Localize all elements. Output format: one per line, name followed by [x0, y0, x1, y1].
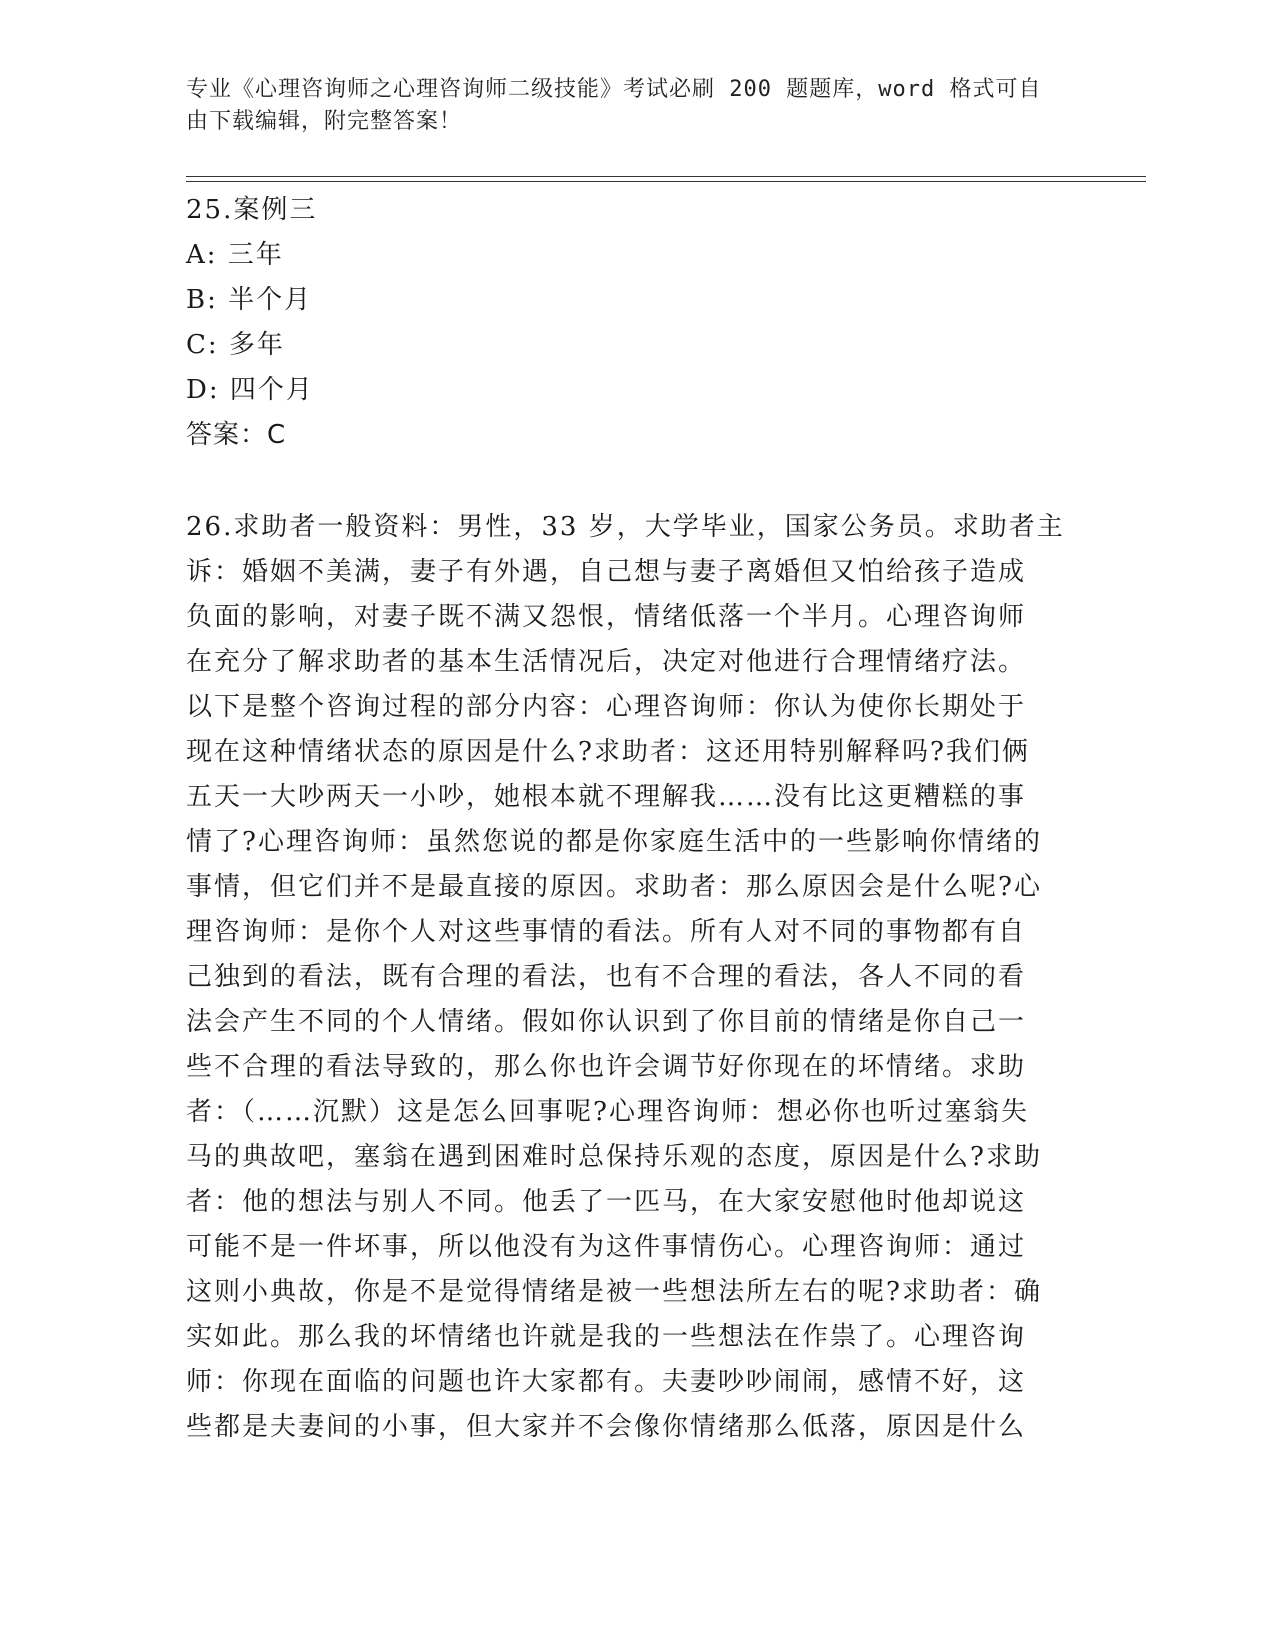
- question-25-title: 25.案例三: [186, 195, 318, 225]
- question-26-line: 这则小典故，你是不是觉得情绪是被一些想法所左右的呢?求助者：确: [186, 1277, 1042, 1307]
- question-25-answer: 答案：C: [186, 420, 287, 450]
- question-25-option-b: B: 半个月: [186, 285, 313, 315]
- question-26-line: 师：你现在面临的问题也许大家都有。夫妻吵吵闹闹，感情不好，这: [186, 1367, 1027, 1397]
- header-divider-bottom: [186, 181, 1146, 182]
- question-26-line: 法会产生不同的个人情绪。假如你认识到了你目前的情绪是你自己一: [186, 1007, 1027, 1037]
- question-26-line: 事情，但它们并不是最直接的原因。求助者：那么原因会是什么呢?心: [186, 872, 1042, 902]
- question-26-line: 己独到的看法，既有合理的看法，也有不合理的看法，各人不同的看: [186, 962, 1027, 992]
- question-26-line: 者：他的想法与别人不同。他丢了一匹马，在大家安慰他时他却说这: [186, 1187, 1027, 1217]
- question-26-line: 在充分了解求助者的基本生活情况后，决定对他进行合理情绪疗法。: [186, 647, 1027, 677]
- header-divider-top: [186, 176, 1146, 177]
- question-26: [186, 505, 1086, 1450]
- header-line-2: 由下载编辑，附完整答案！: [186, 109, 463, 134]
- question-25-option-a: A: 三年: [186, 240, 284, 270]
- question-26-line: 者：（……沉默）这是怎么回事呢?心理咨询师：想必你也听过塞翁失: [186, 1097, 1029, 1127]
- question-26-line: 些都是夫妻间的小事，但大家并不会像你情绪那么低落，原因是什么: [186, 1412, 1027, 1442]
- question-26-line: 以下是整个咨询过程的部分内容：心理咨询师：你认为使你长期处于: [186, 692, 1027, 722]
- question-26-line: 理咨询师：是你个人对这些事情的看法。所有人对不同的事物都有自: [186, 917, 1027, 947]
- question-26-line: 些不合理的看法导致的，那么你也许会调节好你现在的坏情绪。求助: [186, 1052, 1027, 1082]
- question-26-line: 现在这种情绪状态的原因是什么?求助者：这还用特别解释吗?我们俩: [186, 737, 1030, 767]
- question-26-line: 马的典故吧，塞翁在遇到困难时总保持乐观的态度，原因是什么?求助: [186, 1142, 1042, 1172]
- question-25: [186, 188, 1086, 458]
- header-line-1: 专业《心理咨询师之心理咨询师二级技能》考试必刷 200 题题库，word 格式可自: [186, 77, 1042, 102]
- question-26-line: 情了?心理咨询师：虽然您说的都是你家庭生活中的一些影响你情绪的: [186, 827, 1042, 857]
- question-26-line: 可能不是一件坏事，所以他没有为这件事情伤心。心理咨询师：通过: [186, 1232, 1027, 1262]
- question-26-line: 实如此。那么我的坏情绪也许就是我的一些想法在作祟了。心理咨询: [186, 1322, 1027, 1352]
- question-26-line: 五天一大吵两天一小吵，她根本就不理解我……没有比这更糟糕的事: [186, 782, 1027, 812]
- question-26-line: 诉：婚姻不美满，妻子有外遇，自己想与妻子离婚但又怕给孩子造成: [186, 557, 1027, 587]
- question-26-line: 26.求助者一般资料：男性，33 岁，大学毕业，国家公务员。求助者主: [186, 512, 1065, 542]
- question-25-option-d: D: 四个月: [186, 375, 314, 405]
- document-header: [186, 74, 1066, 138]
- question-26-line: 负面的影响，对妻子既不满又怨恨，情绪低落一个半月。心理咨询师: [186, 602, 1027, 632]
- question-25-option-c: C: 多年: [186, 330, 285, 360]
